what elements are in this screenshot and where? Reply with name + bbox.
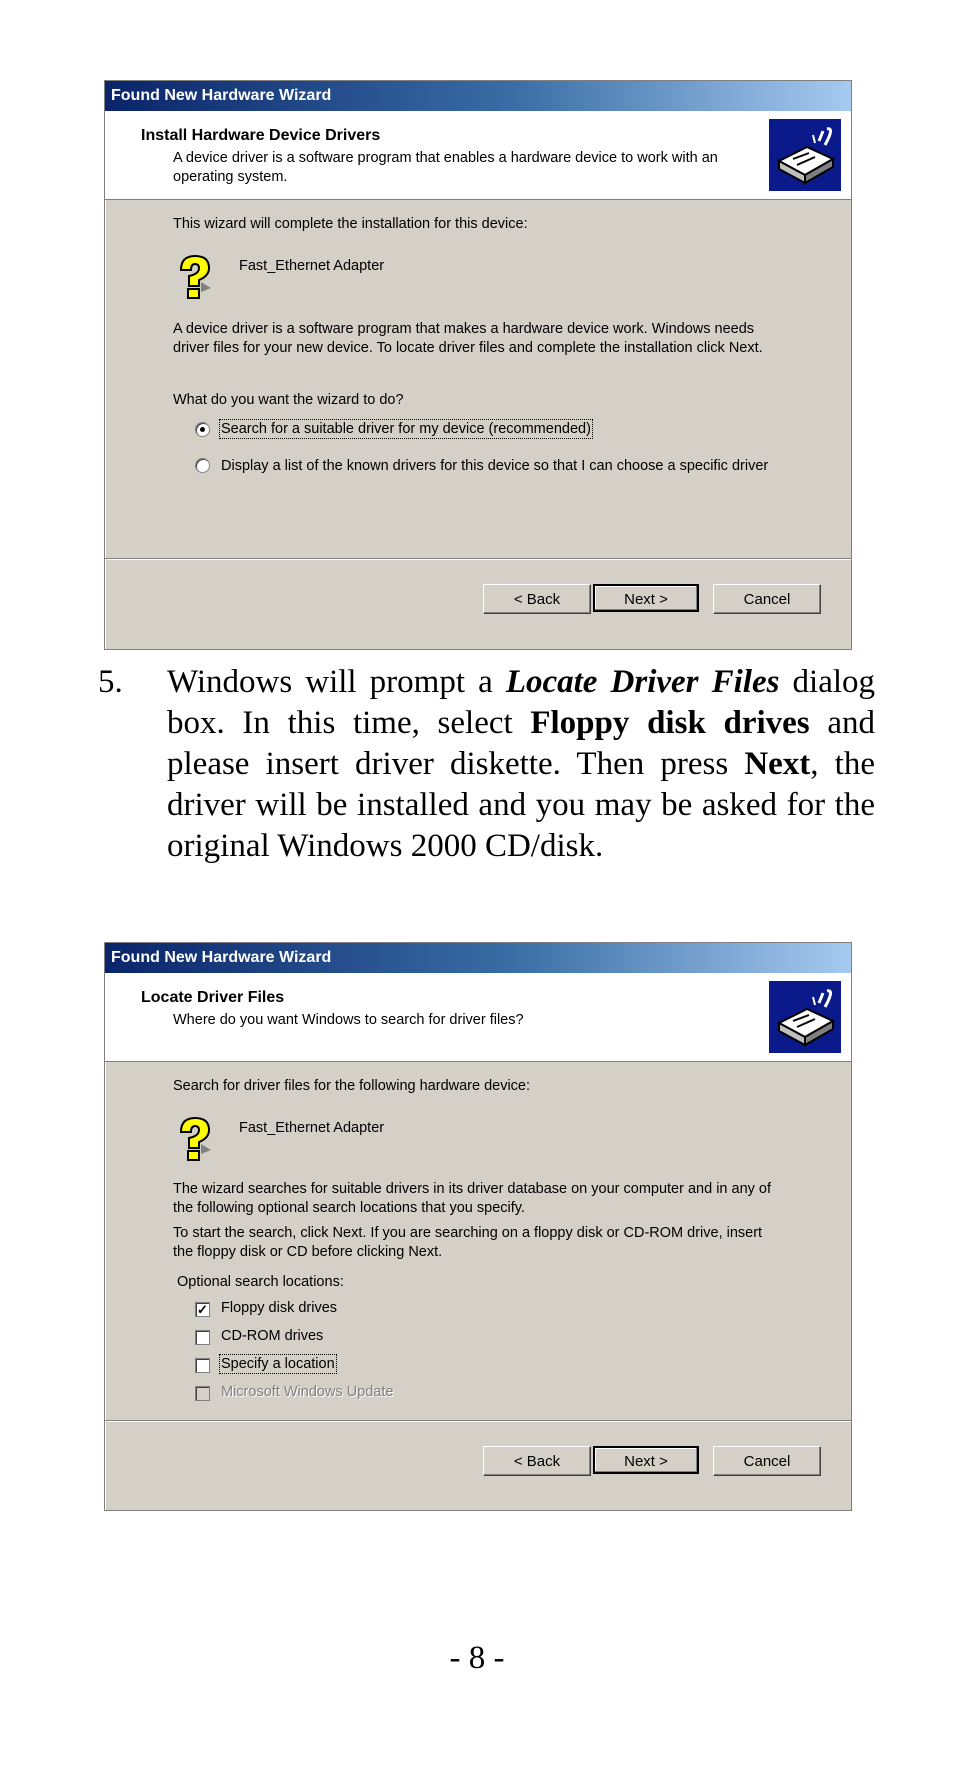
search-driver-label[interactable]: Search for a suitable driver for my device (recommended) bbox=[221, 421, 591, 437]
floppy-checkbox[interactable]: ✓ bbox=[195, 1302, 210, 1317]
display-list-radio[interactable] bbox=[195, 458, 210, 473]
header-title: Locate Driver Files bbox=[141, 989, 285, 1006]
intro-text: This wizard will complete the installation for this device: bbox=[173, 216, 528, 232]
step-text-part: Windows will prompt a bbox=[167, 664, 506, 700]
description-text: To start the search, click Next. If you are searching on a floppy disk or CD-ROM drive, insert the floppy disk or CD before clicking Next. bbox=[173, 1225, 763, 1260]
floppy-label[interactable]: Floppy disk drives bbox=[221, 1300, 338, 1316]
specify-location-checkbox[interactable] bbox=[195, 1358, 210, 1373]
specify-location-label[interactable]: Specify a location bbox=[221, 1356, 335, 1372]
footer-divider bbox=[105, 558, 851, 560]
footer-divider bbox=[105, 1420, 851, 1422]
description-text: A device driver is a software program that makes a hardware device work. Windows needs driver files for your new device. To locate driver files and complete the installation click Next. bbox=[173, 321, 763, 356]
step-number: 5. bbox=[98, 664, 123, 700]
back-button[interactable]: < Back bbox=[483, 1446, 591, 1476]
intro-text: Search for driver files for the following hardware device: bbox=[173, 1078, 531, 1094]
question-mark-icon bbox=[171, 252, 219, 300]
cdrom-checkbox[interactable] bbox=[195, 1330, 210, 1345]
next-button[interactable]: Next > bbox=[593, 1446, 699, 1474]
step-text bbox=[167, 662, 875, 867]
page-number: - 8 - bbox=[449, 1640, 505, 1676]
dialog-title-bar: Found New Hardware Wizard bbox=[105, 943, 851, 973]
locate-driver-files-dialog bbox=[104, 942, 852, 1511]
back-button[interactable]: < Back bbox=[483, 584, 591, 614]
question-mark-icon bbox=[171, 1114, 219, 1162]
dialog-title-bar: Found New Hardware Wizard bbox=[105, 81, 851, 111]
header-title: Install Hardware Device Drivers bbox=[141, 127, 381, 144]
cancel-button[interactable]: Cancel bbox=[713, 584, 821, 614]
header-subtitle: Where do you want Windows to search for driver files? bbox=[173, 1012, 524, 1028]
description-text: The wizard searches for suitable drivers in its driver database on your computer and in any of the following optional search locations that you specify. bbox=[173, 1181, 772, 1216]
dialog-header bbox=[105, 111, 851, 200]
header-subtitle: A device driver is a software program that enables a hardware device to work with an operating system. bbox=[173, 150, 718, 185]
hardware-wizard-icon bbox=[769, 981, 841, 1053]
hardware-wizard-icon bbox=[769, 119, 841, 191]
windows-update-label: Microsoft Windows Update bbox=[221, 1384, 394, 1400]
install-drivers-dialog bbox=[104, 80, 852, 650]
step-text-bold: Next bbox=[744, 746, 811, 782]
cdrom-label[interactable]: CD-ROM drives bbox=[221, 1328, 324, 1344]
search-driver-radio[interactable] bbox=[195, 422, 210, 437]
step-text-emphasis: Locate Driver Files bbox=[505, 664, 780, 700]
next-button[interactable]: Next > bbox=[593, 584, 699, 612]
device-name: Fast_Ethernet Adapter bbox=[239, 258, 385, 274]
step-text-part: dialog box. In this time, select bbox=[167, 664, 876, 741]
device-name: Fast_Ethernet Adapter bbox=[239, 1120, 385, 1136]
step-text-part: , the driver will be installed and you may be asked for the original Windows 2000 CD/disk. bbox=[167, 746, 875, 864]
display-list-label[interactable]: Display a list of the known drivers for this device so that I can choose a specific driver bbox=[221, 458, 769, 474]
question-text: What do you want the wizard to do? bbox=[173, 392, 404, 408]
dialog-header bbox=[105, 973, 851, 1062]
windows-update-checkbox bbox=[195, 1386, 210, 1401]
cancel-button[interactable]: Cancel bbox=[713, 1446, 821, 1476]
step-text-part: and please insert driver diskette. Then press bbox=[167, 705, 875, 782]
optional-locations-label: Optional search locations: bbox=[177, 1274, 344, 1290]
step-text-bold: Floppy disk drives bbox=[530, 705, 810, 741]
